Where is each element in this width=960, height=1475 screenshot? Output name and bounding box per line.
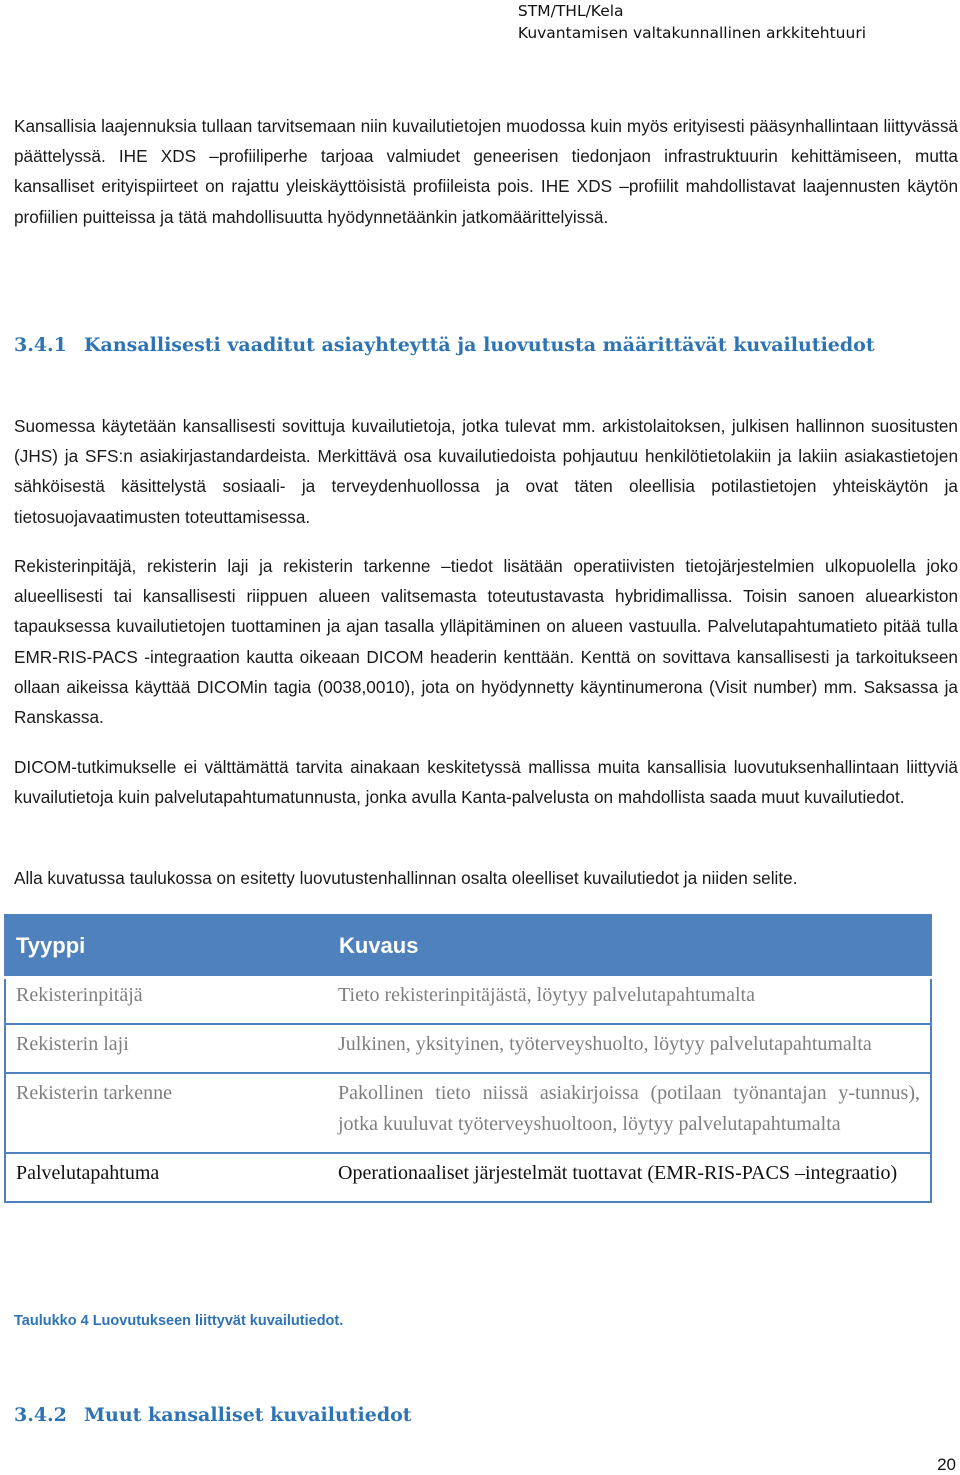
section-number: 3.4.2 [14, 1404, 67, 1426]
paragraph-intro: Kansallisia laajennuksia tullaan tarvitsemaan niin kuvailutietojen muodossa kuin myös erityisesti pääsynhallintaan liittyvässä päättelyssä. IHE XDS –profiiliperhe tarjoaa valmiudet geneerisen tiedonjaon infrastruktuurin kehittämiseen, mutta kansalliset erityispiirteet on rajattu yleiskäyttöisistä profiileista pois. IHE XDS –profiilit mahdollistavat laajennusten käytön profiilien puitteissa ja tätä mahdollisuutta hyödynnetäänkin jatkomäärittelyissä. [14, 116, 958, 227]
column-header-description: Kuvaus [328, 915, 931, 978]
paragraph-dicom: DICOM-tutkimukselle ei välttämättä tarvita ainakaan keskitetyssä mallissa muita kansallisia luovutuksenhallintaan liittyviä kuvailutietoja kuin palvelutapahtumatunnusta, jonka avulla Kanta-palvelusta on mahdollista saada muut kuvailutiedot. [14, 757, 958, 808]
cell-description: Tieto rekisterinpitäjästä, löytyy palvelutapahtumalta [328, 978, 931, 1025]
page-header [518, 0, 866, 44]
paragraph-registry: Rekisterinpitäjä, rekisterin laji ja rekisterin tarkenne –tiedot lisätään operatiivisten tietojärjestelmien ulkopuolella joko alueellisesti tai kansallisesti riippuen alueen valitsemasta toteutustavasta hybridimallissa. Toisin sanoen aluearkiston tapauksessa kuvailutietojen tuottaminen ja ajan tasalla ylläpitäminen on alueen vastuulla. Palvelutapahtumatieto pitää tulla EMR-RIS-PACS -integraation kautta oikeaan DICOM headerin kenttään. Kenttä on sovittava kansallisesti ja tarkoitukseen ollaan aikeissa käyttää DICOMin tagia (0038,0010), jota on hyödynnetty käyntinumerona (Visit number) mm. Saksassa ja Ranskassa. [14, 556, 958, 728]
cell-description: Julkinen, yksityinen, työterveyshuolto, löytyy palvelutapahtumalta [328, 1024, 931, 1073]
metadata-table [4, 914, 932, 1203]
table-caption: Taulukko 4 Luovutukseen liittyvät kuvailutiedot. [14, 1313, 344, 1329]
cell-type: Rekisterin tarkenne [5, 1073, 328, 1153]
cell-type: Rekisterinpitäjä [5, 978, 328, 1025]
paragraph-table-intro: Alla kuvatussa taulukossa on esitetty luovutustenhallinnan osalta oleelliset kuvailutiedot ja niiden selite. [14, 868, 798, 888]
page-number: 20 [937, 1455, 956, 1474]
table-header-row [5, 915, 931, 978]
table-row [5, 1024, 931, 1073]
section-heading-3-4-2 [14, 1404, 412, 1426]
cell-type: Rekisterin laji [5, 1024, 328, 1073]
section-title: Muut kansalliset kuvailutiedot [84, 1404, 412, 1426]
cell-type: Palvelutapahtuma [5, 1153, 328, 1202]
cell-description: Pakollinen tieto niissä asiakirjoissa (potilaan työnantajan y-tunnus), jotka kuuluvat työterveyshuoltoon, löytyy palvelutapahtumalta [328, 1073, 931, 1153]
section-heading-3-4-1 [14, 334, 875, 356]
column-header-type: Tyyppi [5, 915, 328, 978]
table-row [5, 1153, 931, 1202]
table-row [5, 978, 931, 1025]
section-number: 3.4.1 [14, 334, 67, 356]
header-organisations: STM/THL/Kela [517, 2, 624, 20]
paragraph-finnish-metadata: Suomessa käytetään kansallisesti sovittuja kuvailutietoja, jotka tulevat mm. arkistolaitoksen, julkisen hallinnon suositusten (JHS) ja SFS:n asiakirjastandardeista. Merkittävä osa kuvailutiedoista pohjautuu henkilötietolakiin ja lakiin asiakastietojen sähköisestä käsittelystä sosiaali- ja terveydenhuollossa ja ovat täten oleellisia potilastietojen yhteiskäytön ja tietosuojavaatimusten toteuttamisessa. [14, 416, 958, 527]
table-row [5, 1073, 931, 1153]
cell-description: Operationaaliset järjestelmät tuottavat (EMR-RIS-PACS –integraatio) [328, 1153, 931, 1202]
header-document-title: Kuvantamisen valtakunnallinen arkkitehtuuri [517, 24, 866, 42]
section-title: Kansallisesti vaaditut asiayhteyttä ja luovutusta määrittävät kuvailutiedot [84, 334, 875, 356]
